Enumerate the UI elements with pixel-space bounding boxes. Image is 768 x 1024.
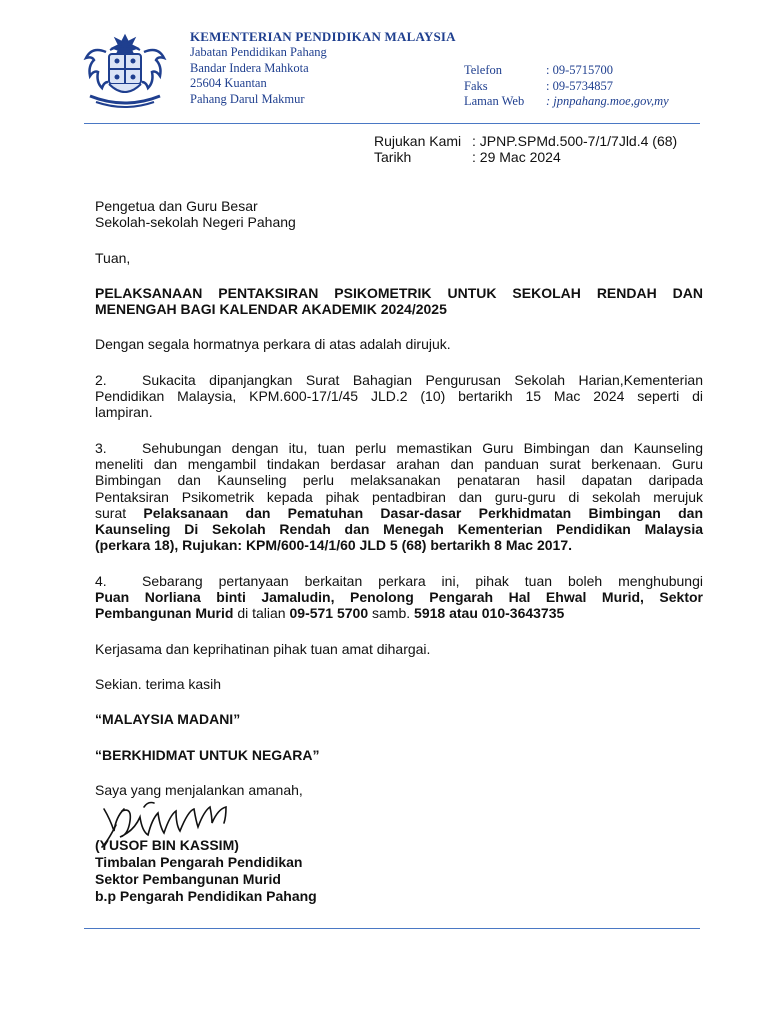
motto: “BERKHIDMAT UNTUK NEGARA” <box>95 746 320 763</box>
reference-label: Rujukan Kami <box>374 133 462 149</box>
signatory-block <box>95 837 317 905</box>
phone-value: : 09-5715700 <box>546 63 614 77</box>
paragraph-3-line: Bimbingan dan Kaunseling perlu melaksanakan penataran hasil dapatan daripada <box>95 472 703 489</box>
address-line: Pahang Darul Makmur <box>190 91 305 106</box>
trust-line: Saya yang menjalankan amanah, <box>95 781 303 798</box>
phone-number: 09-571 5700 <box>289 605 369 622</box>
address-line: Bandar Indera Mahkota <box>190 60 309 75</box>
paragraph-3-line: (perkara 18), Rujukan: KPM/600-14/1/60 JLD 5 (68) bertarikh 8 Mac 2017. <box>95 537 572 554</box>
signatory-capacity: b.p Pengarah Pendidikan Pahang <box>95 888 317 904</box>
paragraph-4-line: 4. Sebarang pertanyaan berkaitan perkara ini, pihak tuan boleh menghubungi <box>95 572 703 589</box>
subject-line: MENENGAH BAGI KALENDAR AKADEMIK 2024/2025 <box>95 301 447 318</box>
paragraph-4-line: Pembangunan Murid di talian 09-571 5700 samb. 5918 atau 010-3643735 <box>95 605 565 622</box>
opening-paragraph: Dengan segala hormatnya perkara di atas adalah dirujuk. <box>95 336 451 353</box>
salutation: Tuan, <box>95 249 131 266</box>
paragraph-2-line: lampiran. <box>95 404 153 421</box>
website-value: : jpnpahang.moe,gov,my <box>546 94 669 108</box>
motto: “MALAYSIA MADANI” <box>95 711 241 728</box>
date-label: Tarikh <box>374 149 412 165</box>
extension-number: 5918 atau 010-3643735 <box>414 605 565 622</box>
policy-title: Pelaksanaan dan Pematuhan Dasar-dasar Perkhidmatan Bimbingan dan <box>143 504 703 521</box>
signatory-title: Timbalan Pengarah Pendidikan <box>95 854 303 870</box>
contact-info <box>464 63 669 110</box>
header-rule <box>84 123 700 124</box>
paragraph-number: 3. <box>95 439 107 456</box>
paragraph-3-line: Kaunseling Di Sekolah Rendah dan Menegah Kementerian Pendidikan Malaysia <box>95 521 703 538</box>
fax-label: Faks <box>464 78 488 93</box>
ministry-name: KEMENTERIAN PENDIDIKAN MALAYSIA <box>190 29 456 44</box>
phone-label: Telefon <box>464 63 502 77</box>
coat-of-arms-logo <box>76 30 174 114</box>
signatory-sector: Sektor Pembangunan Murid <box>95 871 281 887</box>
recipient-line: Pengetua dan Guru Besar <box>95 198 258 214</box>
footer-rule <box>84 928 700 929</box>
letter-body <box>95 198 703 798</box>
website-label: Laman Web <box>464 94 525 108</box>
paragraph-3-line: 3. Sehubungan dengan itu, tuan perlu memastikan Guru Bimbingan dan Kaunseling <box>95 439 703 456</box>
signatory-name: (YUSOF BIN KASSIM) <box>95 837 239 853</box>
reference-block <box>374 133 677 165</box>
paragraph-4-line: Puan Norliana binti Jamaludin, Penolong Pengarah Hal Ehwal Murid, Sektor <box>95 589 703 606</box>
subject-line: PELAKSANAAN PENTAKSIRAN PSIKOMETRIK UNTUK SEKOLAH RENDAH DAN <box>95 284 703 301</box>
department-address <box>190 45 327 107</box>
address-line: 25604 Kuantan <box>190 76 267 90</box>
paragraph-number: 4. <box>95 572 107 589</box>
closing-line: Kerjasama dan keprihatinan pihak tuan amat dihargai. <box>95 640 431 657</box>
fax-value: : 09-5734857 <box>546 78 614 93</box>
recipient-line: Sekolah-sekolah Negeri Pahang <box>95 214 296 231</box>
reference-value: : JPNP.SPMd.500-7/1/7Jld.4 (68) <box>472 133 678 149</box>
paragraph-3-line: meneliti dan mengambil tindakan berdasar arahan dan panduan surat berkenaan. Guru <box>95 455 703 472</box>
closing-line: Sekian. terima kasih <box>95 675 222 692</box>
paragraph-number: 2. <box>95 371 107 388</box>
paragraph-3-line: surat Pelaksanaan dan Pematuhan Dasar-dasar Perkhidmatan Bimbingan dan <box>95 504 703 521</box>
date-value: : 29 Mac 2024 <box>472 149 561 165</box>
paragraph-3-line: Pentaksiran Psikometrik kepada pihak pentadbiran dan guru-guru di sekolah merujuk <box>95 488 703 505</box>
paragraph-2-line: 2. Sukacita dipanjangkan Surat Bahagian Pengurusan Sekolah Harian,Kementerian <box>95 371 703 388</box>
address-line: Jabatan Pendidikan Pahang <box>190 45 327 59</box>
paragraph-2-line: Pendidikan Malaysia, KPM.600-17/1/45 JLD.2 (10) bertarikh 15 Mac 2024 seperti di <box>95 388 703 405</box>
